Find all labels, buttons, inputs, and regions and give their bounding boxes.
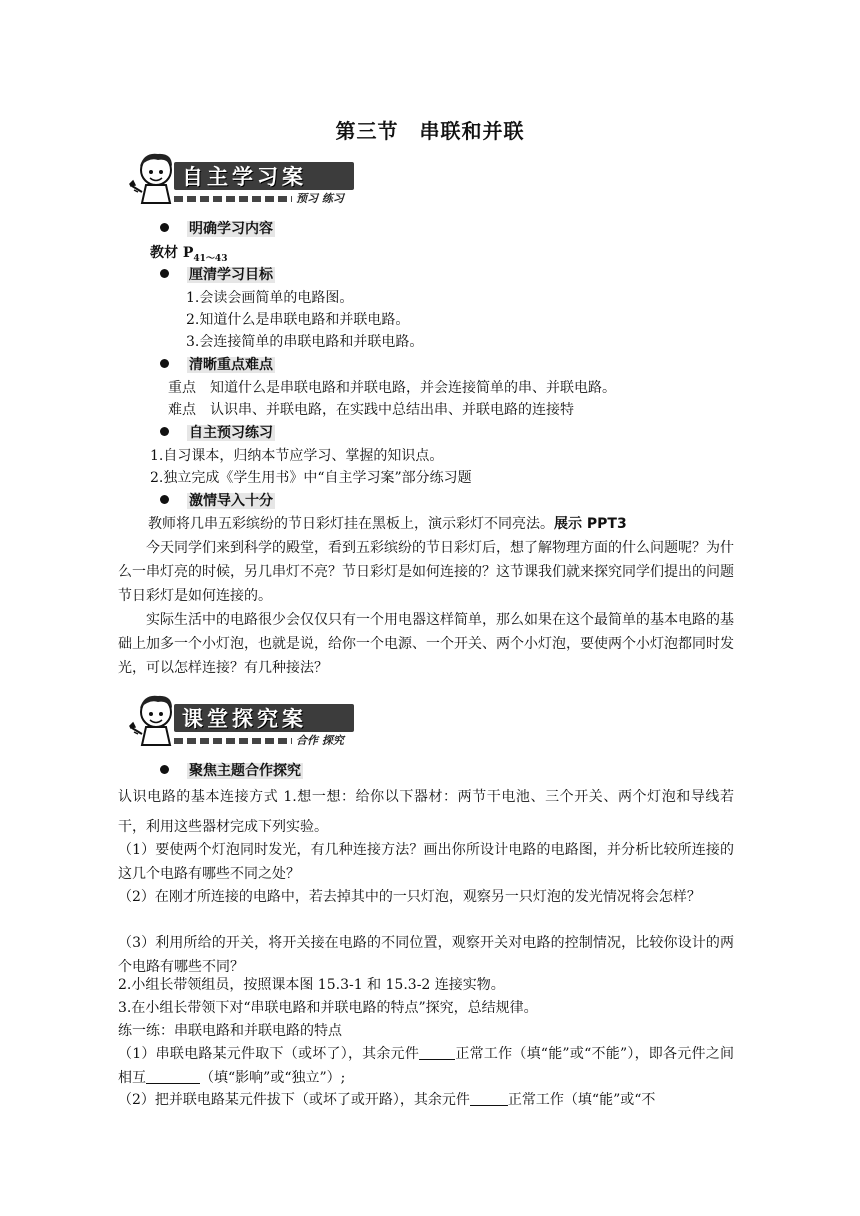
answer-blank[interactable]	[146, 1069, 200, 1084]
heading-learning-goals: 厘清学习目标	[160, 264, 275, 284]
answer-blank[interactable]	[470, 1091, 508, 1106]
preview-item: 2.独立完成《学生用书》中“自主学习案”部分练习题	[150, 470, 472, 486]
step-3: 3.在小组长带领下对“串联电路和并联电路的特点”探究，总结规律。	[118, 1000, 538, 1016]
page-title: 第三节 串联和并联	[335, 119, 525, 143]
goal-item: 1.会读会画简单的电路图。	[186, 290, 354, 306]
question-1: （1）要使两个灯泡同时发光，有几种连接方法？画出你所设计电路的电路图，并分析比较所连接的这几个电路有哪些不同之处？	[118, 842, 734, 882]
heading-introduction: 激情导入十分	[160, 490, 275, 510]
self-study-banner	[128, 148, 368, 216]
fill-blank-1: （1）串联电路某元件取下（或坏了），其余元件 正常工作（填“能”或“不能”），即各元件之间相互 （填“影响”或“独立”）;	[118, 1046, 734, 1086]
self-study-banner-subtitle: 预习 练习	[296, 192, 344, 205]
self-study-banner-title: 自主学习案	[182, 165, 307, 189]
preview-item: 1.自习课本，归纳本节应学习、掌握的知识点。	[150, 448, 444, 464]
practice-title: 练一练：串联电路和并联电路的特点	[118, 1023, 342, 1039]
step-2: 2.小组长带领组员，按照课本图 15.3-1 和 15.3-2 连接实物。	[118, 977, 505, 993]
intro-paragraph-3: 实际生活中的电路很少会仅仅只有一个用电器这样简单，那么如果在这个最简单的基本电路的基础上加多一个小灯泡，也就是说，给你一个电源、一个开关、两个小灯泡，要使两个小灯泡都同时发光，可以怎样连接？有几种接法？	[118, 612, 734, 676]
class-explore-banner	[128, 690, 368, 758]
intro-paragraph-2: 今天同学们来到科学的殿堂，看到五彩缤纷的节日彩灯后，想了解物理方面的什么问题呢？为什么一串灯亮的时候，另几串灯不亮？节日彩灯是如何连接的？这节课我们就来探究同学们提出的问题节日彩灯是如何连接的。	[118, 540, 734, 604]
textbook-pages: 教材 $P_{41\sim 43}$	[150, 245, 228, 264]
fill-blank-2: （2）把并联电路某元件拔下（或坏了或开路），其余元件 正常工作（填“能”或“不	[118, 1092, 656, 1108]
class-explore-banner-subtitle: 合作 探究	[296, 734, 344, 747]
heading-preview-exercise: 自主预习练习	[160, 422, 275, 442]
explore-paragraph: 认识电路的基本连接方式 1.想一想：给你以下器材：两节干电池、三个开关、两个灯泡和导线若干，利用这些器材完成下列实验。	[118, 789, 734, 835]
question-2: （2）在刚才所连接的电路中，若去掉其中的一只灯泡，观察另一只灯泡的发光情况将会怎样？	[118, 889, 701, 905]
heading-cooperative-explore: 聚焦主题合作探究	[160, 760, 303, 780]
intro-paragraph-1: 教师将几串五彩缤纷的节日彩灯挂在黑板上，演示彩灯不同亮法。展示 PPT3	[148, 516, 627, 532]
goal-item: 3.会连接简单的串联电路和并联电路。	[186, 334, 424, 350]
key-point: 重点 知道什么是串联电路和并联电路，并会连接简单的串、并联电路。	[168, 380, 616, 396]
goal-item: 2.知道什么是串联电路和并联电路。	[186, 312, 410, 328]
heading-learning-content: 明确学习内容	[160, 218, 275, 238]
heading-key-points: 清晰重点难点	[160, 354, 275, 374]
answer-blank[interactable]	[419, 1045, 455, 1060]
difficult-point: 难点 认识串、并联电路，在实践中总结出串、并联电路的连接特	[168, 402, 574, 418]
question-3: （3）利用所给的开关，将开关接在电路的不同位置，观察开关对电路的控制情况，比较你设计的两个电路有哪些不同？	[118, 935, 734, 975]
class-explore-banner-title: 课堂探究案	[182, 707, 307, 731]
